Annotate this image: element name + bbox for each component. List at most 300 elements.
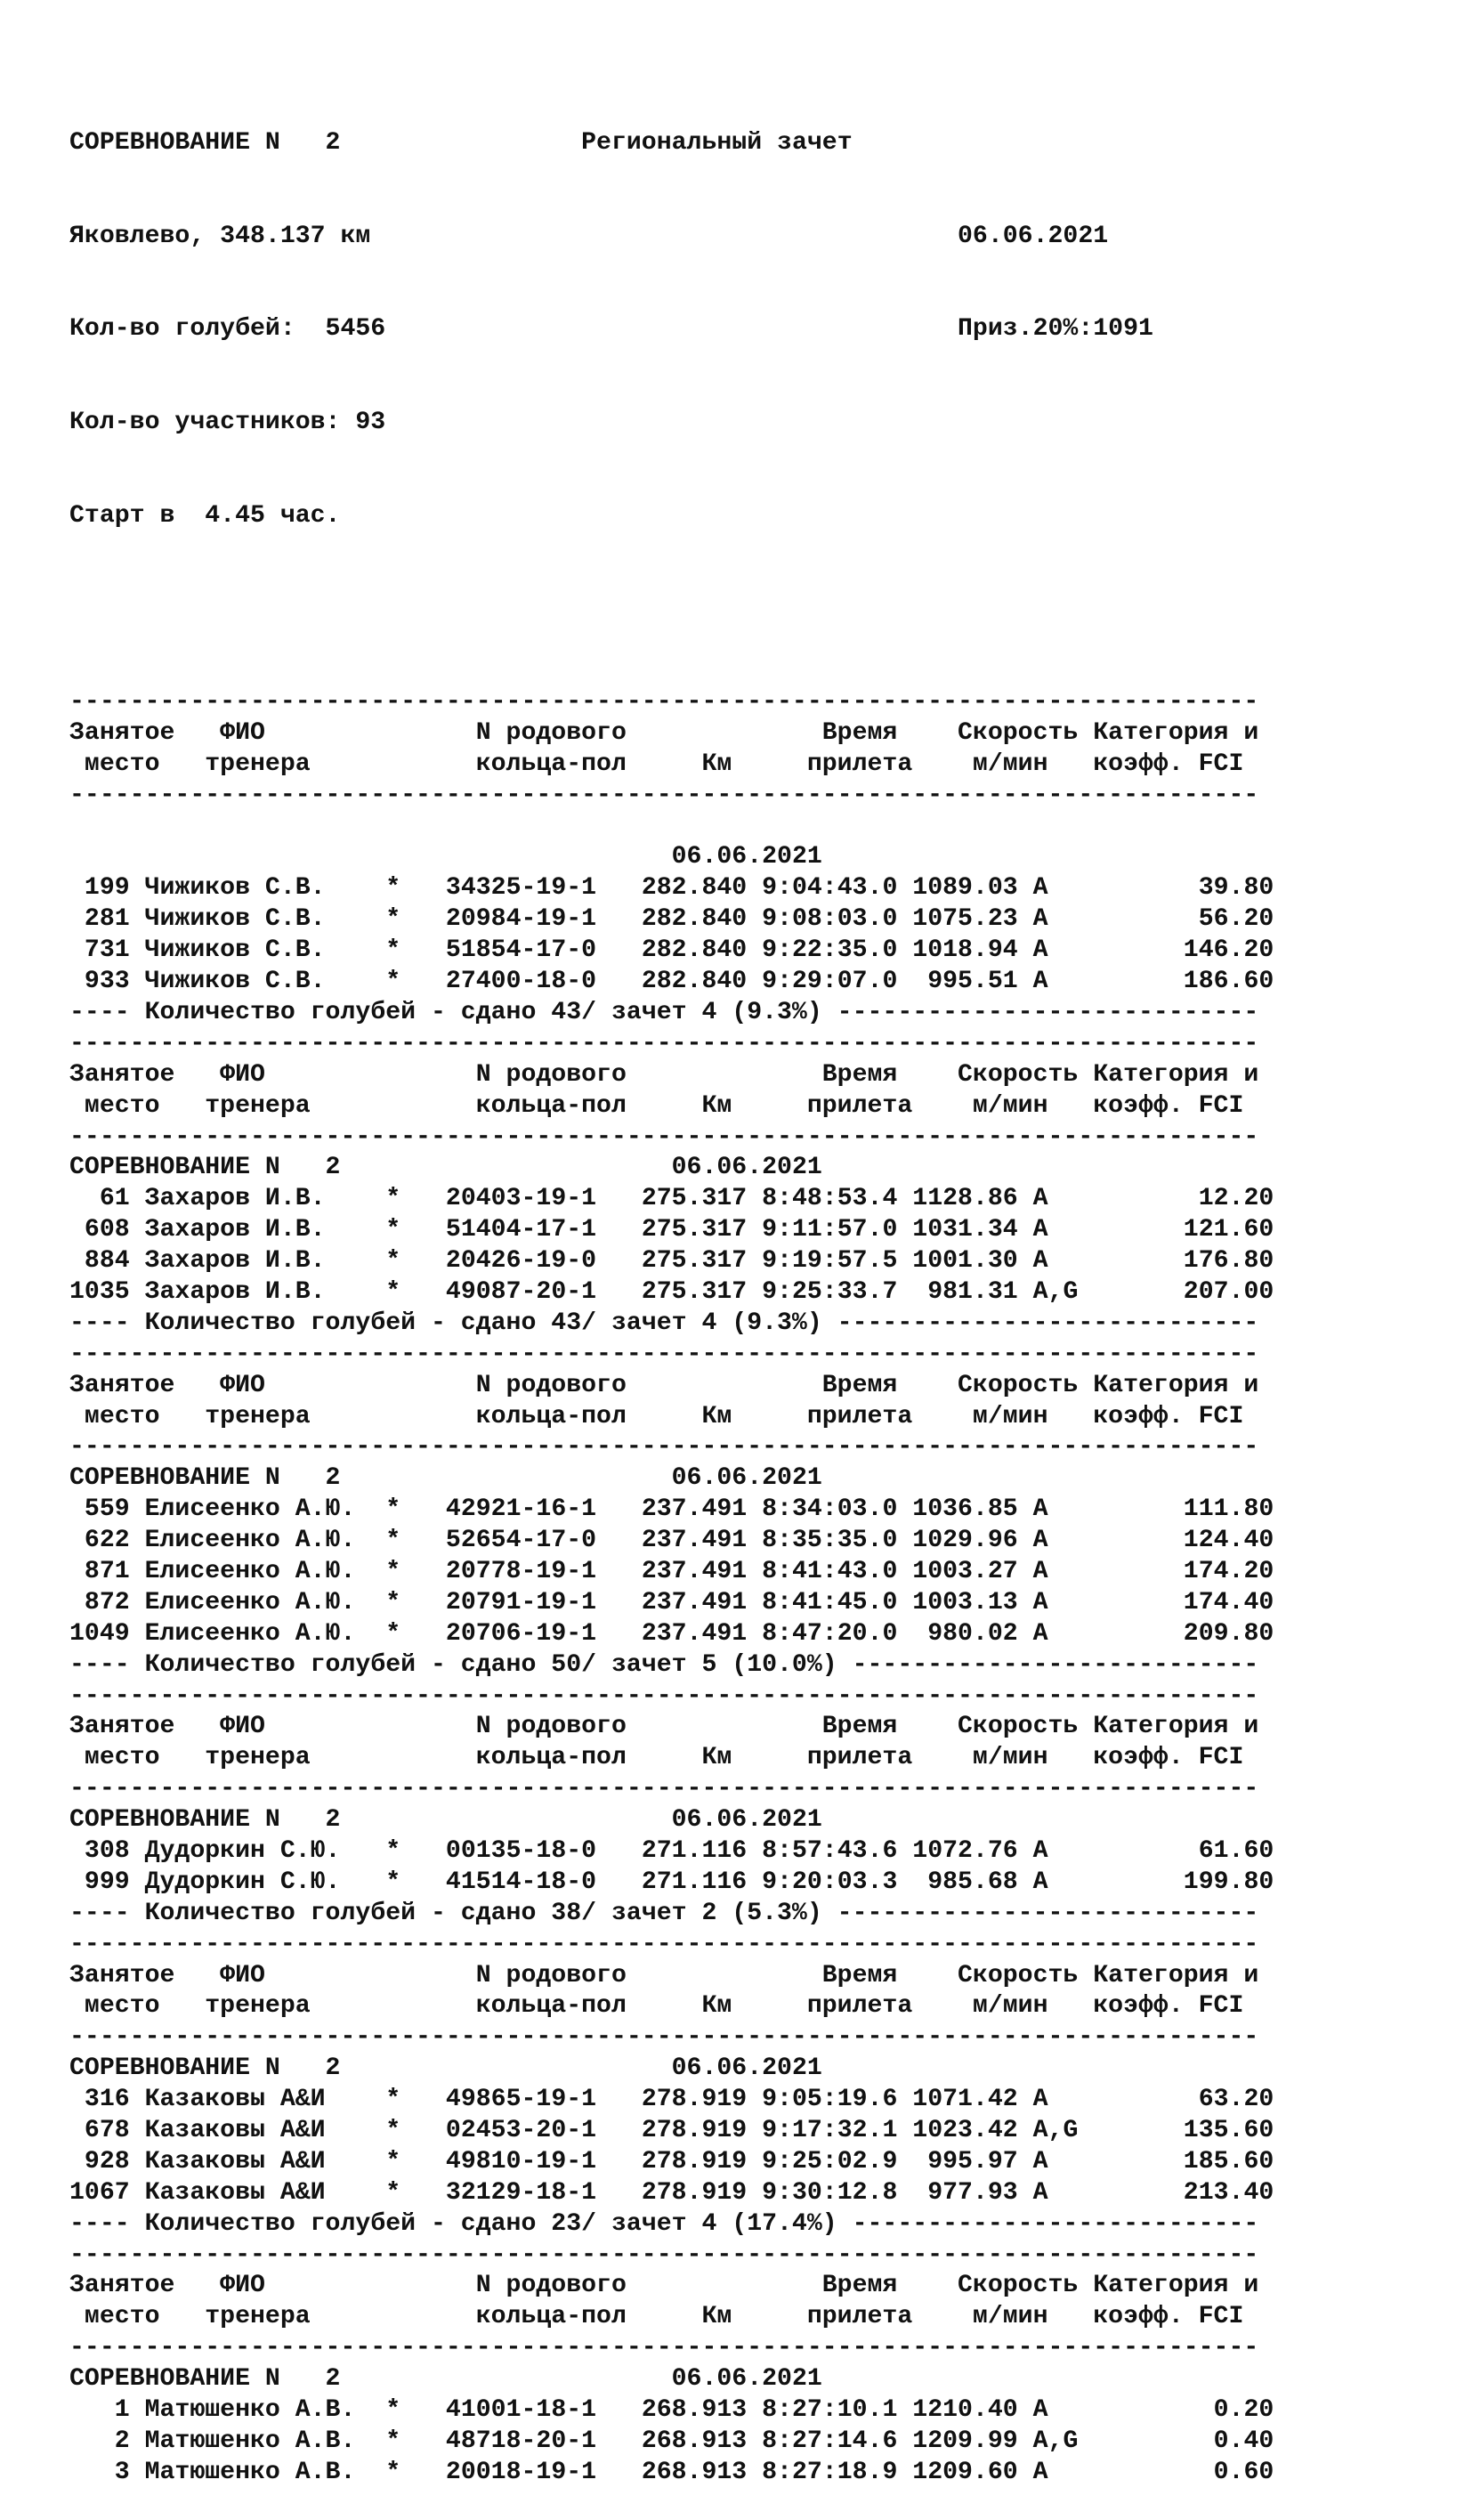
place-cell: 871 — [69, 1557, 145, 1585]
divider-line: ------------------------------------------------------------------------------- — [69, 1122, 1259, 1151]
mark-cell: * — [385, 2147, 446, 2176]
km-cell: 268.913 — [641, 2427, 763, 2455]
arrival-time-cell: 9:04:43.0 — [762, 874, 913, 903]
fancier-name-cell: Елисеенко А.Ю. — [144, 1527, 386, 1555]
speed-cell: 1128.86 — [912, 1185, 1033, 1213]
category-cell: A — [1032, 1216, 1094, 1244]
section-date: 06.06.2021 — [671, 1806, 822, 1835]
place-cell: 3 — [69, 2458, 145, 2486]
speed-cell: 977.93 — [912, 2178, 1033, 2207]
result-row — [69, 1495, 1274, 1526]
mark-cell: * — [385, 1557, 446, 1585]
category-cell: A — [1032, 1836, 1094, 1865]
mark-cell: * — [385, 2178, 446, 2207]
fancier-name-cell: Захаров И.В. — [144, 1247, 386, 1276]
spacer — [340, 2054, 671, 2082]
arrival-time-cell: 9:17:32.1 — [762, 2117, 913, 2144]
fci-cell: 174.40 — [1093, 1588, 1274, 1617]
divider-line: ------------------------------------------------------------------------------- — [69, 688, 1259, 717]
speed-cell: 1001.30 — [912, 1247, 1033, 1276]
km-cell: 282.840 — [641, 968, 763, 996]
place-cell: 281 — [69, 905, 145, 934]
section-competition-label: СОРЕВНОВАНИЕ N 2 — [69, 1806, 341, 1835]
race-date: 06.06.2021 — [958, 222, 1109, 250]
mark-cell: * — [385, 2117, 446, 2144]
fci-cell: 56.20 — [1093, 905, 1274, 934]
ring-cell: 20426-19-0 — [445, 1247, 642, 1276]
blank-line — [69, 812, 1274, 843]
section-summary-line — [69, 998, 1274, 1029]
fci-cell: 0.20 — [1093, 2396, 1274, 2425]
arrival-time-cell: 8:35:35.0 — [762, 1527, 913, 1555]
ring-cell: 20984-19-1 — [445, 905, 642, 934]
prize-count: Приз.20%:1091 — [958, 315, 1153, 344]
place-cell: 999 — [69, 1868, 145, 1896]
fancier-name-cell: Казаковы А&И — [144, 2086, 386, 2114]
column-header-row-2: место тренера кольца-пол Км прилета м/мин коэфф. FCI — [69, 2303, 1244, 2331]
fancier-name-cell: Захаров И.В. — [144, 1216, 386, 1244]
fancier-name-cell: Матюшенко А.В. — [144, 2396, 386, 2425]
category-cell: A — [1032, 2178, 1094, 2207]
speed-cell: 980.02 — [912, 1619, 1033, 1648]
fancier-name-cell: Матюшенко А.В. — [144, 2458, 386, 2486]
column-header-row-2: место тренера кольца-пол Км прилета м/мин коэфф. FCI — [69, 1091, 1244, 1120]
speed-cell: 1036.85 — [912, 1495, 1033, 1524]
spacer — [340, 1464, 671, 1492]
column-header-row-2: место тренера кольца-пол Км прилета м/мин коэфф. FCI — [69, 750, 1244, 778]
header-line-pigeons — [69, 314, 1274, 345]
place-cell: 316 — [69, 2086, 145, 2114]
section-date-line — [69, 2364, 1274, 2395]
category-cell: A — [1032, 874, 1094, 903]
arrival-time-cell: 8:41:45.0 — [762, 1588, 913, 1617]
result-row — [69, 1868, 1274, 1899]
km-cell: 271.116 — [641, 1868, 763, 1896]
fci-cell: 0.40 — [1093, 2427, 1274, 2455]
section-date-line — [69, 1805, 1274, 1836]
mark-cell: * — [385, 2396, 446, 2425]
km-cell: 282.840 — [641, 936, 763, 965]
arrival-time-cell: 9:25:02.9 — [762, 2147, 913, 2176]
fci-cell: 186.60 — [1093, 968, 1274, 996]
ring-cell: 20018-19-1 — [445, 2458, 642, 2486]
speed-cell: 1089.03 — [912, 874, 1033, 903]
km-cell: 275.317 — [641, 1247, 763, 1276]
place-cell: 731 — [69, 936, 145, 965]
ring-cell: 34325-19-1 — [445, 874, 642, 903]
speed-cell: 1023.42 — [912, 2117, 1033, 2144]
section-competition-label: СОРЕВНОВАНИЕ N 2 — [69, 2365, 341, 2394]
mark-cell: * — [385, 1588, 446, 1617]
result-row — [69, 2458, 1274, 2489]
section-date-line — [69, 842, 1274, 873]
km-cell: 237.491 — [641, 1557, 763, 1585]
place-cell: 608 — [69, 1216, 145, 1244]
ring-cell: 52654-17-0 — [445, 1527, 642, 1555]
ring-cell: 49087-20-1 — [445, 1277, 642, 1306]
arrival-time-cell: 8:41:43.0 — [762, 1557, 913, 1585]
result-row — [69, 1246, 1274, 1277]
fci-cell: 185.60 — [1093, 2147, 1274, 2176]
column-header-row-2: место тренера кольца-пол Км прилета м/мин коэфф. FCI — [69, 1992, 1244, 2021]
results-body — [69, 687, 1274, 2489]
column-header-row-1: Занятое ФИО N родового Время Скорость Категория и — [69, 1371, 1259, 1399]
speed-cell: 1029.96 — [912, 1527, 1033, 1555]
speed-cell: 1209.60 — [912, 2458, 1033, 2486]
km-cell: 237.491 — [641, 1588, 763, 1617]
result-row — [69, 2147, 1274, 2178]
column-header-row-2: место тренера кольца-пол Км прилета м/мин коэфф. FCI — [69, 1744, 1244, 1772]
arrival-time-cell: 8:34:03.0 — [762, 1495, 913, 1524]
result-row — [69, 1526, 1274, 1557]
category-cell: A,G — [1032, 1277, 1094, 1306]
mark-cell: * — [385, 1868, 446, 1896]
place-cell: 678 — [69, 2117, 145, 2144]
fancier-name-cell: Чижиков С.В. — [144, 936, 386, 965]
section-date-line — [69, 1463, 1274, 1495]
fancier-name-cell: Захаров И.В. — [144, 1277, 386, 1306]
category-cell: A — [1032, 1495, 1094, 1524]
fancier-name-cell: Елисеенко А.Ю. — [144, 1495, 386, 1524]
divider-line: ------------------------------------------------------------------------------- — [69, 1930, 1259, 1958]
ring-cell: 20706-19-1 — [445, 1619, 642, 1648]
mark-cell: * — [385, 936, 446, 965]
fci-cell: 12.20 — [1093, 1185, 1274, 1213]
summary-dashes: --------------------------- — [837, 1650, 1259, 1679]
mark-cell: * — [385, 1836, 446, 1865]
category-cell: A — [1032, 1619, 1094, 1648]
speed-cell: 1209.99 — [912, 2427, 1033, 2455]
category-cell: A,G — [1032, 2117, 1094, 2144]
header-line-competition — [69, 128, 1274, 159]
section-date: 06.06.2021 — [671, 2054, 822, 2083]
fancier-name-cell: Чижиков С.В. — [144, 874, 386, 903]
place-cell: 872 — [69, 1588, 145, 1617]
section-summary: Количество голубей - сдано 50/ зачет 5 (10.0%) — [144, 1650, 837, 1679]
pigeon-count: Кол-во голубей: 5456 — [69, 315, 386, 344]
result-row — [69, 2395, 1274, 2427]
result-row — [69, 1619, 1274, 1650]
speed-cell: 1071.42 — [912, 2086, 1033, 2114]
category-cell: A — [1032, 1527, 1094, 1555]
fci-cell: 39.80 — [1093, 874, 1274, 903]
fancier-name-cell: Дудоркин С.Ю. — [144, 1836, 386, 1865]
ring-cell: 20403-19-1 — [445, 1185, 642, 1213]
summary-dashes: ---- — [69, 1650, 145, 1679]
ring-cell: 49810-19-1 — [445, 2147, 642, 2176]
divider-line: ------------------------------------------------------------------------------- — [69, 2240, 1259, 2269]
result-row — [69, 936, 1274, 967]
mark-cell: * — [385, 968, 446, 996]
ring-cell: 27400-18-0 — [445, 968, 642, 996]
section-competition-label: СОРЕВНОВАНИЕ N 2 — [69, 2054, 341, 2083]
section-summary: Количество голубей - сдано 43/ зачет 4 (9.3%) — [144, 998, 822, 1026]
fci-cell: 124.40 — [1093, 1527, 1274, 1555]
place-cell: 622 — [69, 1527, 145, 1555]
speed-cell: 981.31 — [912, 1277, 1033, 1306]
ring-cell: 51404-17-1 — [445, 1216, 642, 1244]
summary-dashes: ---------------------------- — [821, 1309, 1259, 1337]
ring-cell: 20778-19-1 — [445, 1557, 642, 1585]
summary-dashes: ---------------------------- — [821, 1899, 1259, 1927]
km-cell: 275.317 — [641, 1216, 763, 1244]
fci-cell: 121.60 — [1093, 1216, 1274, 1244]
summary-dashes: ---- — [69, 1309, 145, 1337]
fci-cell: 199.80 — [1093, 1868, 1274, 1896]
place-cell: 1049 — [69, 1619, 145, 1648]
place-cell: 1 — [69, 2396, 145, 2425]
ring-cell: 49865-19-1 — [445, 2086, 642, 2114]
fci-cell: 146.20 — [1093, 936, 1274, 965]
participants-count: Кол-во участников: 93 — [69, 408, 386, 436]
category-cell: A — [1032, 936, 1094, 965]
mark-cell: * — [385, 874, 446, 903]
fancier-name-cell: Казаковы А&И — [144, 2178, 386, 2207]
summary-dashes: ---- — [69, 2209, 145, 2238]
place-cell: 2 — [69, 2427, 145, 2455]
fci-cell: 0.60 — [1093, 2458, 1274, 2486]
result-row — [69, 2085, 1274, 2116]
arrival-time-cell: 9:25:33.7 — [762, 1277, 913, 1306]
arrival-time-cell: 8:48:53.4 — [762, 1185, 913, 1213]
fci-cell: 176.80 — [1093, 1247, 1274, 1276]
category-cell: A — [1032, 1185, 1094, 1213]
fancier-name-cell: Чижиков С.В. — [144, 905, 386, 934]
section-summary: Количество голубей - сдано 38/ зачет 2 (5.3%) — [144, 1899, 822, 1927]
arrival-time-cell: 9:29:07.0 — [762, 968, 913, 996]
place-cell: 928 — [69, 2147, 145, 2176]
km-cell: 278.919 — [641, 2086, 763, 2114]
km-cell: 268.913 — [641, 2458, 763, 2486]
arrival-time-cell: 9:19:57.5 — [762, 1247, 913, 1276]
result-row — [69, 967, 1274, 998]
fancier-name-cell: Елисеенко А.Ю. — [144, 1588, 386, 1617]
place-cell: 884 — [69, 1247, 145, 1276]
divider-line: ------------------------------------------------------------------------------- — [69, 1029, 1259, 1057]
mark-cell: * — [385, 2086, 446, 2114]
section-competition-label: СОРЕВНОВАНИЕ N 2 — [69, 1154, 341, 1182]
summary-dashes: ---- — [69, 1899, 145, 1927]
category-title: Региональный зачет — [581, 128, 853, 157]
arrival-time-cell: 8:57:43.6 — [762, 1836, 913, 1865]
summary-dashes: --------------------------- — [837, 2209, 1259, 2238]
ring-cell: 51854-17-0 — [445, 936, 642, 965]
mark-cell: * — [385, 1619, 446, 1648]
divider-line: ------------------------------------------------------------------------------- — [69, 2334, 1259, 2362]
fci-cell: 213.40 — [1093, 2178, 1274, 2207]
km-cell: 237.491 — [641, 1619, 763, 1648]
category-cell: A — [1032, 2086, 1094, 2114]
speed-cell: 1210.40 — [912, 2396, 1033, 2425]
place-cell: 1035 — [69, 1277, 145, 1306]
km-cell: 237.491 — [641, 1495, 763, 1524]
km-cell: 282.840 — [641, 874, 763, 903]
summary-dashes: ---------------------------- — [821, 998, 1259, 1026]
fancier-name-cell: Казаковы А&И — [144, 2147, 386, 2176]
arrival-time-cell: 9:08:03.0 — [762, 905, 913, 934]
fancier-name-cell: Захаров И.В. — [144, 1185, 386, 1213]
section-date: 06.06.2021 — [671, 843, 822, 871]
results-sheet — [69, 66, 1274, 2520]
fancier-name-cell: Матюшенко А.В. — [144, 2427, 386, 2455]
spacer — [340, 2365, 671, 2393]
km-cell: 278.919 — [641, 2117, 763, 2144]
start-time: Старт в 4.45 час. — [69, 501, 341, 530]
km-cell: 275.317 — [641, 1277, 763, 1306]
header-line-place — [69, 222, 1274, 253]
blank-line — [69, 594, 1274, 625]
speed-cell: 985.68 — [912, 1868, 1033, 1896]
category-cell: A — [1032, 968, 1094, 996]
speed-cell: 995.51 — [912, 968, 1033, 996]
arrival-time-cell: 8:27:18.9 — [762, 2458, 913, 2486]
section-date-line — [69, 2054, 1274, 2085]
fancier-name-cell: Дудоркин С.Ю. — [144, 1868, 386, 1896]
ring-cell: 41001-18-1 — [445, 2396, 642, 2425]
mark-cell: * — [385, 1527, 446, 1555]
ring-cell: 02453-20-1 — [445, 2117, 642, 2144]
mark-cell: * — [385, 905, 446, 934]
column-header-row-2: место тренера кольца-пол Км прилета м/мин коэфф. FCI — [69, 1402, 1244, 1430]
arrival-time-cell: 9:22:35.0 — [762, 936, 913, 965]
fancier-name-cell: Елисеенко А.Ю. — [144, 1557, 386, 1585]
section-date: 06.06.2021 — [671, 1154, 822, 1182]
arrival-time-cell: 9:11:57.0 — [762, 1216, 913, 1244]
ring-cell: 41514-18-0 — [445, 1868, 642, 1896]
result-row — [69, 1184, 1274, 1215]
result-row — [69, 904, 1274, 936]
ring-cell: 20791-19-1 — [445, 1588, 642, 1617]
km-cell: 268.913 — [641, 2396, 763, 2425]
speed-cell: 1072.76 — [912, 1836, 1033, 1865]
category-cell: A — [1032, 905, 1094, 934]
km-cell: 237.491 — [641, 1527, 763, 1555]
speed-cell: 1031.34 — [912, 1216, 1033, 1244]
result-row — [69, 1588, 1274, 1619]
arrival-time-cell: 8:27:14.6 — [762, 2427, 913, 2455]
category-cell: A — [1032, 2458, 1094, 2486]
competition-title: СОРЕВНОВАНИЕ N 2 — [69, 128, 341, 157]
fci-cell: 111.80 — [1093, 1495, 1274, 1524]
speed-cell: 1003.13 — [912, 1588, 1033, 1617]
mark-cell: * — [385, 1277, 446, 1306]
section-summary: Количество голубей - сдано 43/ зачет 4 (9.3%) — [144, 1309, 822, 1337]
km-cell: 275.317 — [641, 1185, 763, 1213]
category-cell: A — [1032, 1557, 1094, 1585]
fancier-name-cell: Чижиков С.В. — [144, 968, 386, 996]
place-cell: 1067 — [69, 2178, 145, 2207]
column-header-row-1: Занятое ФИО N родового Время Скорость Категория и — [69, 2272, 1259, 2300]
ring-cell: 42921-16-1 — [445, 1495, 642, 1524]
speed-cell: 1003.27 — [912, 1557, 1033, 1585]
mark-cell: * — [385, 2458, 446, 2486]
mark-cell: * — [385, 2427, 446, 2455]
km-cell: 282.840 — [641, 905, 763, 934]
mark-cell: * — [385, 1185, 446, 1213]
km-cell: 278.919 — [641, 2178, 763, 2207]
fci-cell: 207.00 — [1093, 1277, 1274, 1306]
result-row — [69, 2178, 1274, 2209]
fci-cell: 61.60 — [1093, 1836, 1274, 1865]
mark-cell: * — [385, 1247, 446, 1276]
section-summary-line — [69, 1309, 1274, 1340]
divider-line: ------------------------------------------------------------------------------- — [69, 1681, 1259, 1710]
mark-cell: * — [385, 1216, 446, 1244]
ring-cell: 00135-18-0 — [445, 1836, 642, 1865]
arrival-time-cell: 8:47:20.0 — [762, 1619, 913, 1648]
arrival-time-cell: 9:20:03.3 — [762, 1868, 913, 1896]
spacer — [340, 1806, 671, 1834]
category-cell: A,G — [1032, 2427, 1094, 2455]
result-row — [69, 2116, 1274, 2147]
section-summary-line — [69, 1899, 1274, 1930]
km-cell: 278.919 — [641, 2147, 763, 2176]
ring-cell: 32129-18-1 — [445, 2178, 642, 2207]
spacer — [340, 1154, 671, 1181]
column-header-row-1: Занятое ФИО N родового Время Скорость Категория и — [69, 1713, 1259, 1741]
result-row — [69, 2427, 1274, 2458]
category-cell: A — [1032, 1868, 1094, 1896]
speed-cell: 995.97 — [912, 2147, 1033, 2176]
summary-dashes: ---- — [69, 998, 145, 1026]
fci-cell: 135.60 — [1093, 2117, 1274, 2144]
place-cell: 308 — [69, 1836, 145, 1865]
fancier-name-cell: Казаковы А&И — [144, 2117, 386, 2144]
mark-cell: * — [385, 1495, 446, 1524]
section-summary-line — [69, 1650, 1274, 1681]
fci-cell: 209.80 — [1093, 1619, 1274, 1648]
speed-cell: 1018.94 — [912, 936, 1033, 965]
fci-cell: 63.20 — [1093, 2086, 1274, 2114]
column-header-row-1: Занятое ФИО N родового Время Скорость Категория и — [69, 1961, 1259, 1989]
place-cell: 199 — [69, 874, 145, 903]
place-cell: 933 — [69, 968, 145, 996]
place-cell: 559 — [69, 1495, 145, 1524]
column-header-row-1: Занятое ФИО N родового Время Скорость Категория и — [69, 1060, 1259, 1089]
column-header-row-1: Занятое ФИО N родового Время Скорость Категория и — [69, 718, 1259, 747]
category-cell: A — [1032, 2396, 1094, 2425]
divider-line: ------------------------------------------------------------------------------- — [69, 2023, 1259, 2052]
divider-line: ------------------------------------------------------------------------------- — [69, 1340, 1259, 1368]
section-summary: Количество голубей - сдано 23/ зачет 4 (17.4%) — [144, 2209, 837, 2238]
place-cell: 61 — [69, 1185, 145, 1213]
divider-line: ------------------------------------------------------------------------------- — [69, 1775, 1259, 1803]
category-cell: A — [1032, 1588, 1094, 1617]
arrival-time-cell: 8:27:10.1 — [762, 2396, 913, 2425]
result-row — [69, 1836, 1274, 1868]
section-date: 06.06.2021 — [671, 2365, 822, 2394]
result-row — [69, 1277, 1274, 1309]
section-competition-label: СОРЕВНОВАНИЕ N 2 — [69, 1464, 341, 1493]
ring-cell: 48718-20-1 — [445, 2427, 642, 2455]
arrival-time-cell: 9:30:12.8 — [762, 2178, 913, 2207]
category-cell: A — [1032, 2147, 1094, 2176]
km-cell: 271.116 — [641, 1836, 763, 1865]
category-cell: A — [1032, 1247, 1094, 1276]
arrival-time-cell: 9:05:19.6 — [762, 2086, 913, 2114]
fancier-name-cell: Елисеенко А.Ю. — [144, 1619, 386, 1648]
result-row — [69, 1215, 1274, 1246]
section-date-line — [69, 1153, 1274, 1184]
section-date: 06.06.2021 — [671, 1464, 822, 1493]
spacer — [69, 843, 672, 871]
speed-cell: 1075.23 — [912, 905, 1033, 934]
fci-cell: 174.20 — [1093, 1557, 1274, 1585]
result-row — [69, 873, 1274, 904]
divider-line: ------------------------------------------------------------------------------- — [69, 781, 1259, 809]
result-row — [69, 1557, 1274, 1588]
release-place: Яковлево, 348.137 км — [69, 222, 371, 250]
